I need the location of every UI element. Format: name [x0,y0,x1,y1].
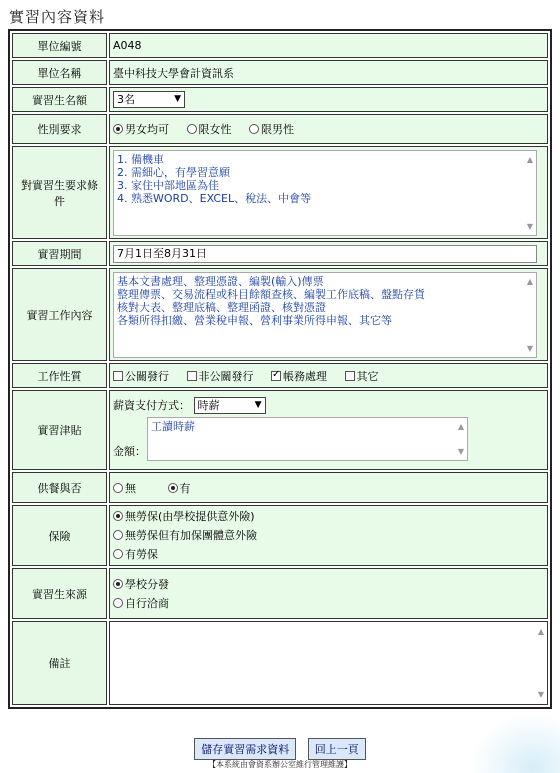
radio-icon [249,124,259,134]
pay-method-label: 薪資支付方式： [113,399,190,412]
source-option-self[interactable]: 自行洽商 [113,594,544,613]
radio-icon [113,530,123,540]
label-insurance: 保險 [12,505,107,566]
chevron-down-icon: ▼ [254,400,262,410]
scroll-down-icon[interactable]: ▼ [537,690,544,699]
insurance-option-school[interactable]: 無勞保(由學校提供意外險) [113,507,544,526]
label-gender: 性別要求 [12,114,107,144]
scroll-up-icon[interactable]: ▲ [526,276,533,286]
gender-option-male[interactable]: 限男性 [249,123,294,136]
scroll-down-icon[interactable]: ▼ [526,221,533,231]
insurance-option-labor[interactable]: 有勞保 [113,545,544,564]
period-input[interactable]: 7月1日至8月31日 [113,245,537,263]
pay-method-value: 時薪 [197,399,220,412]
label-work-nature: 工作性質 [12,363,107,388]
quota-select[interactable] [113,91,185,108]
radio-icon [187,124,197,134]
value-unit-code: A048 [109,33,548,58]
radio-icon [113,483,123,493]
gender-option-any[interactable]: 男女均可 [113,123,169,136]
radio-icon [113,124,123,134]
checkbox-icon [187,371,197,381]
label-work-content: 實習工作內容 [12,268,107,361]
nature-option-accounting[interactable]: ✓ 帳務處理 [271,370,327,383]
scroll-up-icon[interactable]: ▲ [526,154,533,164]
meal-option-no[interactable]: 無 [113,482,136,495]
scroll-up-icon[interactable]: ▲ [537,627,544,636]
meal-option-yes[interactable]: 有 [168,482,191,495]
requirements-textarea[interactable]: 1. 備機車 2. 需細心，有學習意願 3. 家住中部地區為佳 4. 熟悉WORD、EXCEL、稅法、中會等 ▲ ▼ [113,150,537,236]
save-button[interactable]: 儲存實習需求資料 [194,738,296,760]
checkbox-checked-icon [271,371,281,381]
footer-note: 【本系統由會資系辦公室維行管理維護】 [208,760,352,769]
radio-icon [113,511,123,521]
source-option-school[interactable]: 學校分發 [113,575,544,594]
back-button[interactable]: 回上一頁 [308,738,366,760]
checkbox-icon [345,371,355,381]
radio-icon [113,598,123,608]
work-content-textarea[interactable]: 基本文書處理、整理憑證、編製(輸入)傳票 整理傳票、交易流程或科目餘額查核、編製工作底稿、盤點存貨 核對大表、整理底稿、整理函證、核對憑證 各類所得扣繳、營業稅申報、營利事業所得申報、其它等 ▲ ▼ [113,272,537,358]
nature-option-other[interactable]: 其它 [345,370,379,383]
nature-option-public[interactable]: 公關發行 [113,370,169,383]
label-unit-code: 單位編號 [12,33,107,58]
checkbox-icon [113,371,123,381]
button-bar [0,738,560,760]
scroll-down-icon[interactable]: ▼ [457,447,464,456]
radio-icon [113,549,123,559]
insurance-option-group[interactable]: 無勞保但有加保團體意外險 [113,526,544,545]
label-meal: 供餐與否 [12,472,107,503]
label-remarks: 備註 [12,621,107,705]
page-title: 實習內容資料 [9,8,106,26]
label-unit-name: 單位名稱 [12,60,107,85]
value-unit-name: 臺中科技大學會計資訊系 [109,60,548,85]
gender-option-female[interactable]: 限女性 [187,123,232,136]
label-allowance: 實習津貼 [12,390,107,470]
pay-method-select[interactable] [194,397,266,414]
label-period: 實習期間 [12,241,107,266]
label-quota: 實習生名額 [12,87,107,112]
chevron-down-icon: ▼ [174,94,181,104]
label-source: 實習生來源 [12,568,107,619]
label-requirements: 對實習生要求條件 [12,146,107,239]
radio-icon [113,579,123,589]
quota-select-value: 3名 [117,93,135,106]
radio-icon [168,483,178,493]
scroll-up-icon[interactable]: ▲ [457,422,464,431]
amount-label: 金額： [113,445,146,458]
scroll-down-icon[interactable]: ▼ [526,343,533,353]
remarks-textarea[interactable] [110,623,547,703]
internship-form [8,29,552,709]
nature-option-nonpublic[interactable]: 非公關發行 [187,370,254,383]
amount-textarea[interactable]: 工讀時薪 ▲ ▼ [147,417,468,461]
